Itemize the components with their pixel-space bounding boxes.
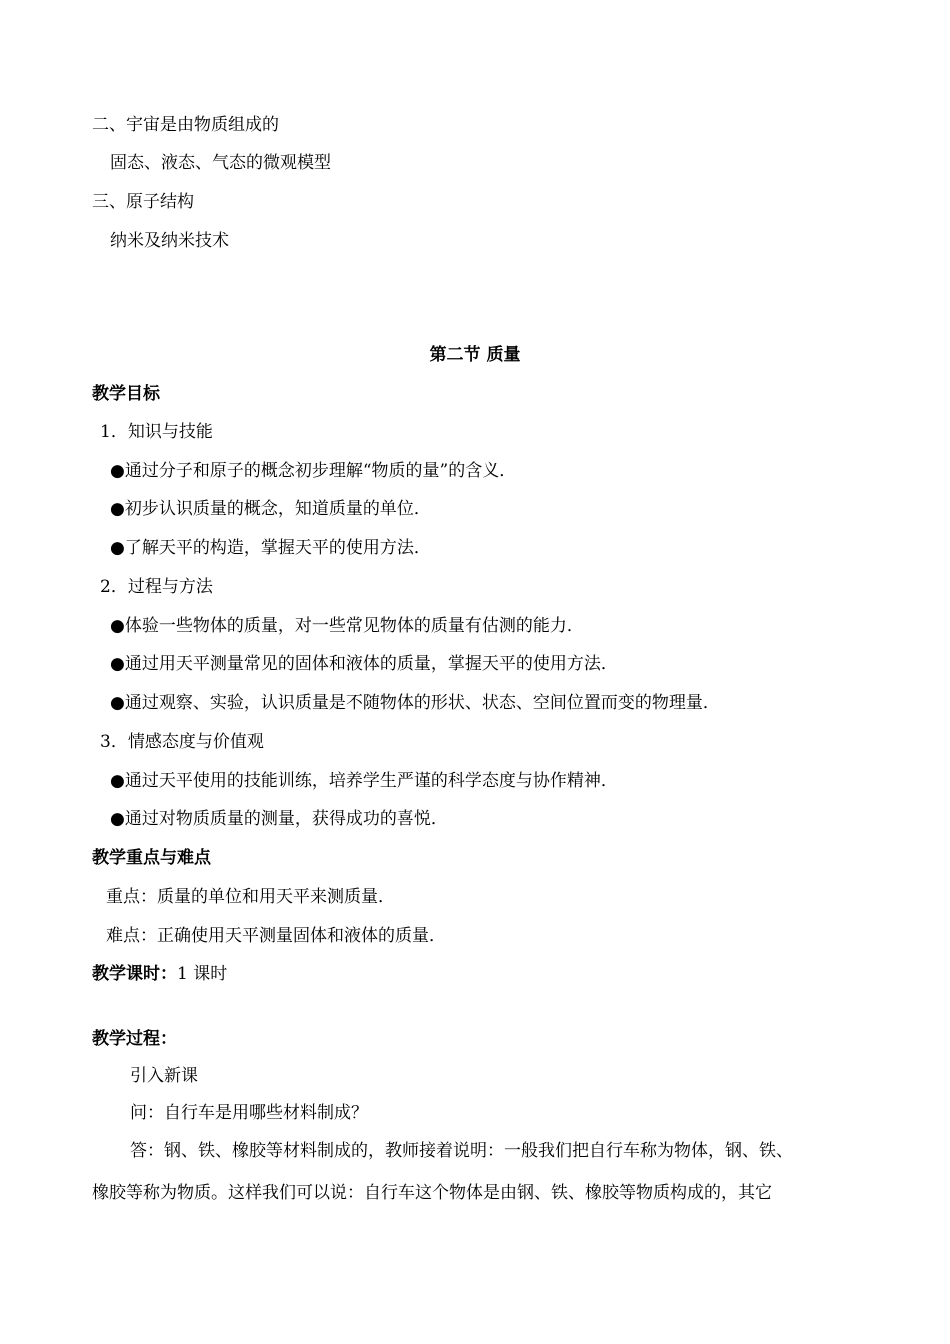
- process-answer-line-1: 答：钢、铁、橡胶等材料制成的，教师接着说明：一般我们把自行车称为物体，钢、铁、: [130, 1141, 793, 1161]
- objective-item: ●通过分子和原子的概念初步理解“物质的量”的含义．: [110, 461, 517, 481]
- outline-item-2-sub: 固态、液态、气态的微观模型: [110, 153, 331, 173]
- objective-item: ●通过天平使用的技能训练，培养学生严谨的科学态度与协作精神．: [110, 771, 618, 791]
- key-points-heading: 教学重点与难点: [92, 848, 211, 868]
- process-answer-line-2: 橡胶等称为物质。这样我们可以说：自行车这个物体是由钢、铁、橡胶等物质构成的，其它: [92, 1183, 772, 1203]
- class-hours-label: 教学课时：: [92, 964, 177, 984]
- class-hours-value: 1 课时: [177, 964, 228, 984]
- objective-group-1: 1．知识与技能: [100, 422, 213, 442]
- key-point-focus: 重点：质量的单位和用天平来测质量．: [106, 887, 395, 907]
- objective-item: ●体验一些物体的质量，对一些常见物体的质量有估测的能力．: [110, 616, 584, 636]
- section-title: 第二节 质量: [429, 345, 521, 365]
- outline-item-3: 三、原子结构: [92, 192, 194, 212]
- objective-item: ●通过对物质质量的测量，获得成功的喜悦．: [110, 809, 448, 829]
- outline-item-3-sub: 纳米及纳米技术: [110, 231, 229, 251]
- objective-item: ●通过观察、实验，认识质量是不随物体的形状、状态、空间位置而变的物理量．: [110, 693, 720, 713]
- objective-item: ●了解天平的构造，掌握天平的使用方法．: [110, 538, 431, 558]
- process-intro: 引入新课: [130, 1066, 198, 1086]
- objectives-heading: 教学目标: [92, 384, 160, 404]
- objective-item: ●通过用天平测量常见的固体和液体的质量，掌握天平的使用方法．: [110, 654, 618, 674]
- objective-item: ●初步认识质量的概念，知道质量的单位．: [110, 499, 431, 519]
- outline-item-2: 二、宇宙是由物质组成的: [92, 115, 279, 135]
- process-question: 问：自行车是用哪些材料制成？: [130, 1103, 368, 1123]
- class-hours: [92, 963, 227, 985]
- process-heading: 教学过程：: [92, 1029, 177, 1049]
- key-point-difficulty: 难点：正确使用天平测量固体和液体的质量．: [106, 926, 446, 946]
- objective-group-2: 2．过程与方法: [100, 577, 213, 597]
- objective-group-3: 3．情感态度与价值观: [100, 732, 264, 752]
